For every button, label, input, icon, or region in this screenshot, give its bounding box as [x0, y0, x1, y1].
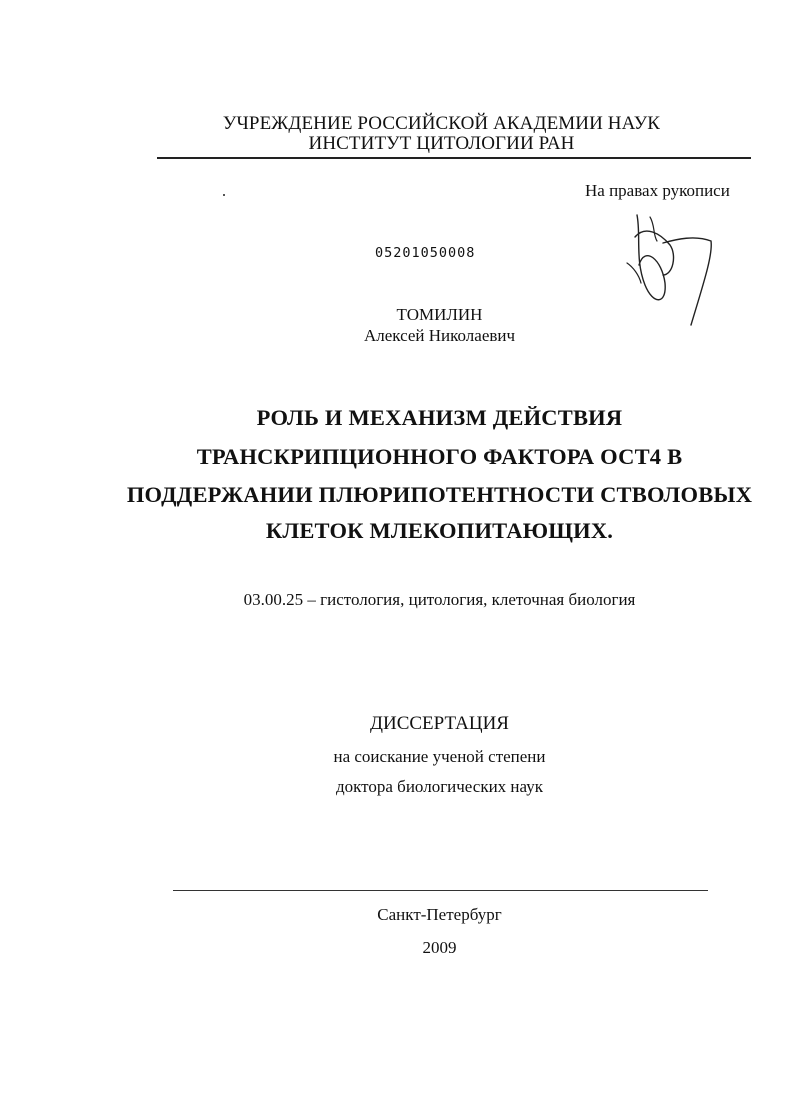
degree-name: доктора биологических наук — [336, 777, 543, 796]
author-given-names: Алексей Николаевич — [363, 326, 516, 345]
dissertation-title-line2: ТРАНСКРИПЦИОННОГО ФАКТОРА ОСТ4 В — [196, 444, 683, 469]
scan-speck — [223, 194, 225, 196]
header-divider — [157, 157, 751, 159]
institution-name-line1: УЧРЕЖДЕНИЕ РОССИЙСКОЙ АКАДЕМИИ НАУК — [222, 113, 661, 134]
institution-name-line2: ИНСТИТУТ ЦИТОЛОГИИ РАН — [308, 133, 575, 154]
document-type: ДИССЕРТАЦИЯ — [370, 713, 509, 734]
author-surname: ТОМИЛИН — [396, 305, 483, 324]
manuscript-rights-note: На правах рукописи — [585, 181, 730, 200]
degree-purpose: на соискание ученой степени — [333, 747, 546, 766]
year: 2009 — [422, 938, 457, 957]
dissertation-title-line3: ПОДДЕРЖАНИИ ПЛЮРИПОТЕНТНОСТИ СТВОЛОВЫХ — [126, 482, 753, 507]
dissertation-title-line1: РОЛЬ И МЕХАНИЗМ ДЕЙСТВИЯ — [256, 405, 623, 430]
specialty-code: 03.00.25 – гистология, цитология, клеточная биология — [243, 590, 636, 609]
footer-divider — [173, 890, 708, 891]
catalog-code: 05201050008 — [375, 245, 476, 261]
dissertation-title-line4: КЛЕТОК МЛЕКОПИТАЮЩИХ. — [265, 518, 614, 543]
city: Санкт-Петербург — [377, 905, 502, 924]
